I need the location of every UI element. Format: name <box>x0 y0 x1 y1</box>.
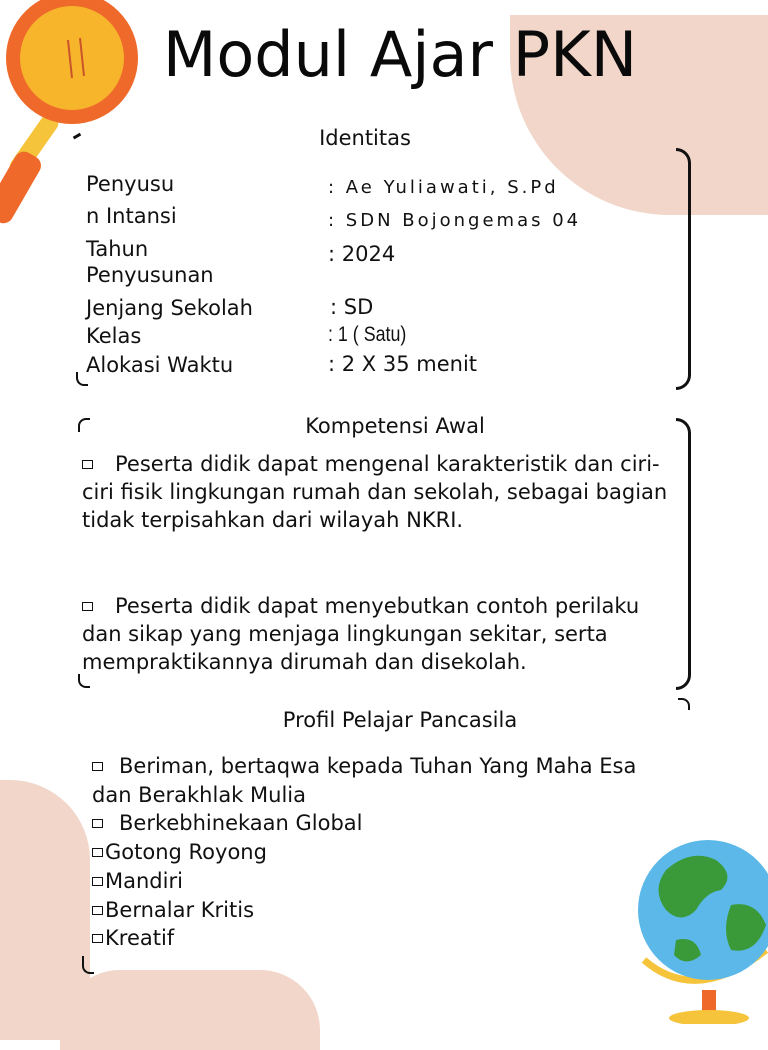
profil-list <box>92 752 672 953</box>
identitas-value-text: 2 X 35 menit <box>341 352 478 376</box>
decor-blob-bottom-left-2 <box>60 970 320 1050</box>
profil-item <box>92 838 672 867</box>
bullet-square-icon <box>82 602 93 611</box>
bullet-square-icon <box>92 934 103 943</box>
bullet-square-icon <box>92 906 103 915</box>
page-title: Modul Ajar PKN <box>162 18 638 91</box>
identitas-value-tahun: : 2024 <box>328 242 396 266</box>
identitas-label-instansi: n Intansi <box>86 204 177 228</box>
profil-item <box>92 896 672 925</box>
identitas-value-kelas: : 1 ( Satu) <box>328 323 407 346</box>
identitas-value-alokasi: : 2 X 35 menit <box>328 352 478 376</box>
identitas-value-instansi: : SDN Bojongemas 04 <box>328 210 582 231</box>
identitas-value-text: SD <box>343 295 374 319</box>
identitas-label-tahun <box>86 236 214 288</box>
profil-item-text: Bernalar Kritis <box>105 897 255 922</box>
identitas-value-text: 1 ( Satu) <box>337 323 407 346</box>
profil-item <box>92 924 672 953</box>
identitas-label-jenjang: Jenjang Sekolah <box>86 296 253 320</box>
profil-item-text: Gotong Royong <box>105 840 267 865</box>
kompetensi-item-text: Peserta didik dapat menyebutkan contoh perilaku dan sikap yang menjaga lingkungan sekitar, serta mempraktikannya dirumah dan disekolah. <box>82 594 640 674</box>
identitas-label-tahun-line1: Tahun <box>86 237 149 261</box>
identitas-value-text: Ae Yuliawati, S.Pd <box>345 177 559 198</box>
profil-item-text: Mandiri <box>105 868 183 893</box>
kompetensi-heading: Kompetensi Awal <box>305 414 485 438</box>
profil-item <box>92 809 672 838</box>
identitas-value-jenjang: : SD <box>330 295 374 319</box>
kompetensi-item <box>82 592 662 696</box>
identitas-value-penyusun: : Ae Yuliawati, S.Pd <box>328 177 559 198</box>
profil-item-text: Berkebhinekaan Global <box>119 811 363 836</box>
bracket-mark <box>678 698 690 710</box>
identitas-label-tahun-line2: Penyusunan <box>86 263 214 287</box>
kompetensi-item <box>82 450 680 534</box>
bullet-square-icon <box>92 877 103 886</box>
profil-item-text: Beriman, bertaqwa kepada Tuhan Yang Maha Esa dan Berakhlak Mulia <box>92 754 637 807</box>
bracket-mark <box>78 418 90 432</box>
profil-item-text: Kreatif <box>105 926 175 951</box>
identitas-label-penyusun: Penyusu <box>86 172 175 196</box>
bullet-square-icon <box>82 460 93 469</box>
profil-item <box>92 752 672 809</box>
bracket-mark <box>82 956 94 974</box>
identitas-label-alokasi: Alokasi Waktu <box>86 353 234 377</box>
bullet-square-icon <box>92 762 103 771</box>
bullet-square-icon <box>92 848 103 857</box>
identitas-value-text: SDN Bojongemas 04 <box>345 210 582 231</box>
identitas-heading: Identitas <box>319 126 411 150</box>
identitas-bracket-right <box>676 148 691 390</box>
profil-heading: Profil Pelajar Pancasila <box>282 708 518 732</box>
profil-item <box>92 867 672 896</box>
bullet-square-icon <box>92 819 103 828</box>
identitas-value-text: 2024 <box>341 242 396 266</box>
kompetensi-item-text: Peserta didik dapat mengenal karakteristik dan ciri-ciri fisik lingkungan rumah dan sekolah, sebagai bagian tidak terpisahkan dari wilayah NKRI. <box>82 452 668 532</box>
identitas-label-kelas: Kelas <box>86 324 142 348</box>
